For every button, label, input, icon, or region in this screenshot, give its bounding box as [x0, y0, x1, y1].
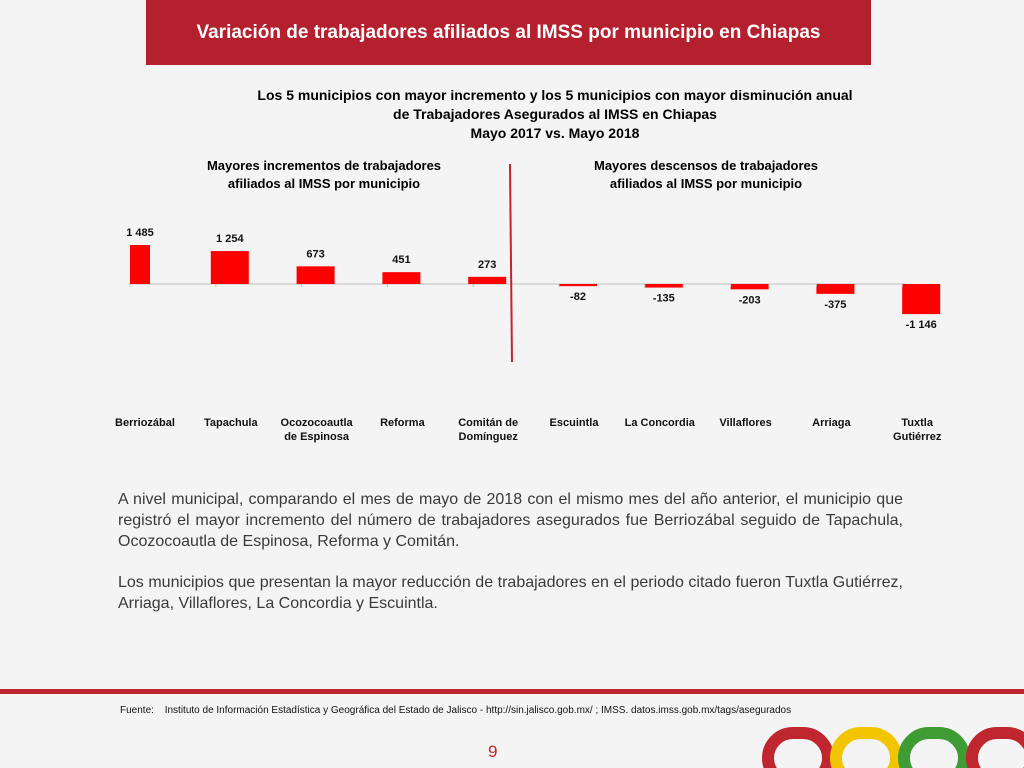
bar-comitan-de-dominguez: [468, 277, 506, 284]
category-label-villaflores: [719, 417, 771, 429]
data-label-tapachula: 1 254: [216, 233, 244, 246]
category-label-line: La Concordia: [624, 417, 695, 429]
bar-villaflores: [731, 284, 769, 289]
data-label-reforma: 451: [392, 254, 411, 267]
data-label-villaflores: -203: [738, 294, 761, 307]
category-label-line: Domínguez: [458, 431, 518, 443]
data-label-tuxtla-gutierrez: -1 146: [905, 319, 937, 332]
data-label-arriaga: -375: [824, 298, 847, 311]
category-label-tapachula: [204, 417, 258, 429]
logo-ring-green: [904, 733, 964, 768]
data-label-ocozocoautla-de-espinosa: 673: [306, 248, 325, 261]
bar-escuintla: [559, 284, 597, 286]
increases-panel-title-line-1: Mayores incrementos de trabajadores: [206, 158, 442, 173]
category-label-line: Escuintla: [549, 417, 599, 429]
increases-panel-title-line-2: afiliados al IMSS por municipio: [227, 176, 421, 191]
bar-tuxtla-gutierrez: [902, 284, 940, 314]
bar-tapachula: [211, 251, 249, 284]
chart-heading-line-3: Mayo 2017 vs. Mayo 2018: [470, 125, 640, 141]
category-label-line: Reforma: [380, 417, 425, 429]
logo-ring-yellow: [836, 733, 896, 768]
summary-paragraph-decrease: Los municipios que presentan la mayor reducción de trabajadores en el periodo citado fueron Tuxtla Gutiérrez, Arriaga, Villaflores, La Concordia y Escuintla.: [118, 574, 903, 612]
bar-ocozocoautla-de-espinosa: [297, 266, 335, 284]
data-label-berriozabal: 1 485: [126, 227, 154, 239]
category-label-la-concordia: [625, 417, 696, 429]
source-note: [120, 705, 791, 716]
decreases-panel-title-line-1: Mayores descensos de trabajadores: [594, 158, 818, 173]
category-label-line: Comitán de: [458, 417, 519, 429]
source-label: Fuente:: [120, 705, 154, 716]
category-label-line: Tuxtla: [901, 417, 933, 429]
category-label-reforma: [380, 417, 426, 429]
bar-berriozabal: [130, 245, 150, 284]
data-label-la-concordia: -135: [652, 292, 675, 305]
logo-ring-red-2: [972, 733, 1024, 768]
bar-arriaga: [816, 284, 854, 294]
source-text: Instituto de Información Estadística y Geográfica del Estado de Jalisco - http://sin.jalisco.gob.mx/ ; IMSS. datos.imss.gob.mx/tags/asegurados: [164, 705, 792, 716]
category-label-line: Tapachula: [204, 417, 258, 429]
summary-paragraph-increase: A nivel municipal, comparando el mes de mayo de 2018 con el mismo mes del año anterior, el municipio que registró el mayor incremento del número de trabajadores asegurados fue Berriozábal seguido de Tapachula, Ocozocoautla de Espinosa, Reforma y Comitán.: [118, 491, 903, 550]
category-label-line: Arriaga: [812, 417, 851, 429]
logo-ring-red: [768, 733, 828, 768]
category-label-berriozabal: [115, 417, 175, 429]
data-label-comitan-de-dominguez: 273: [478, 258, 497, 271]
institution-logo: [762, 727, 1024, 768]
category-label-line: de Espinosa: [284, 431, 349, 443]
category-label-escuintla: [550, 417, 600, 429]
category-label-arriaga: [812, 417, 851, 429]
chart-heading-line-2: de Trabajadores Asegurados al IMSS en Chiapas: [393, 106, 717, 122]
page-title: Variación de trabajadores afiliados al IMSS por municipio en Chiapas: [196, 21, 821, 43]
bar-la-concordia: [645, 284, 683, 288]
footer-divider: [0, 689, 1024, 694]
category-label-line: Ocozocoautla: [280, 417, 353, 429]
category-label-ocozocoautla-de-espinosa: [281, 417, 354, 443]
bar-reforma: [382, 272, 420, 284]
category-label-tuxtla-gutierrez: [893, 417, 942, 443]
data-label-escuintla: -82: [570, 291, 586, 304]
decreases-panel-title-line-2: afiliados al IMSS por municipio: [609, 176, 803, 191]
page-number: 9: [488, 742, 498, 761]
category-label-line: Berriozábal: [115, 417, 175, 429]
panel-divider: [510, 164, 512, 362]
category-label-line: Gutiérrez: [893, 431, 942, 443]
category-label-comitan-de-dominguez: [458, 417, 518, 443]
chart-heading-line-1: Los 5 municipios con mayor incremento y los 5 municipios con mayor disminución anual: [257, 87, 853, 103]
category-label-line: Villaflores: [719, 417, 772, 429]
